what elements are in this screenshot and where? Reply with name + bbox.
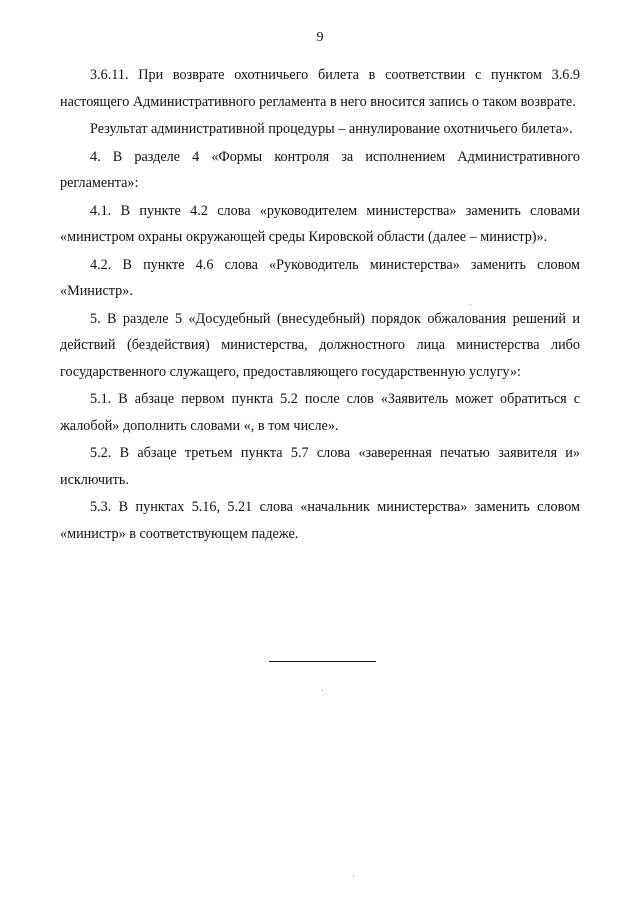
scan-speck (353, 876, 354, 877)
paragraph-section-5: 5. В разделе 5 «Досудебный (внесудебный) порядок обжалования решений и действий (бездействия) министерства, должностного лица министерства либо государственного служащего, предоставляющего государственную услугу»: (60, 310, 580, 380)
paragraph-procedure-result: Результат административной процедуры – аннулирование охотничьего билета». (90, 121, 573, 137)
paragraph-section-4: 4. В разделе 4 «Формы контроля за исполнением Административного регламента»: (60, 148, 580, 191)
closing-separator-line (269, 661, 376, 662)
scan-speck (322, 690, 323, 691)
document-body (60, 62, 580, 547)
paragraph-4-1: 4.1. В пункте 4.2 слова «руководителем министерства» заменить словами «министром охраны окружающей среды Кировской области (далее – министр)». (60, 202, 580, 245)
scan-speck (470, 304, 471, 305)
paragraph-5-2: 5.2. В абзаце третьем пункта 5.7 слова «заверенная печатью заявителя и» исключить. (60, 445, 580, 488)
paragraph-5-1: 5.1. В абзаце первом пункта 5.2 после слов «Заявитель может обратиться с жалобой» дополнить словами «, в том числе». (60, 391, 580, 434)
paragraph-4-2: 4.2. В пункте 4.6 слова «Руководитель министерства» заменить словом «Министр». (60, 256, 580, 299)
page-number: 9 (316, 30, 324, 45)
paragraph-3-6-11: 3.6.11. При возврате охотничьего билета в соответствии с пунктом 3.6.9 настоящего Административного регламента в него вносится запись о таком возврате. (60, 67, 580, 110)
paragraph-5-3: 5.3. В пунктах 5.16, 5.21 слова «начальник министерства» заменить словом «министр» в соответствующем падеже. (60, 499, 580, 542)
